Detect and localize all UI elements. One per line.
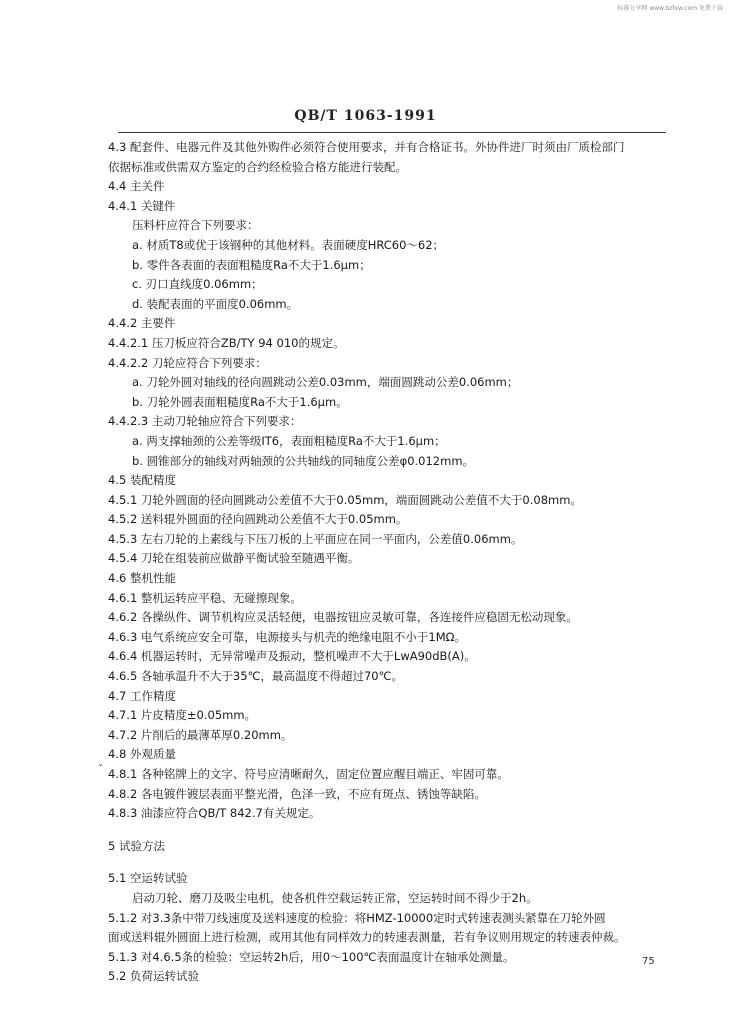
page-header: QB/T 1063-1991 [294, 108, 437, 124]
text-line: 压料杆应符合下列要求： [132, 218, 259, 233]
text-line: 4.4 主关件 [108, 179, 165, 194]
text-line: 4.5.2 送料辊外圆面的径向圆跳动公差值不大于0.05mm。 [108, 512, 408, 527]
text-line: 4.5 装配精度 [108, 473, 176, 488]
text-line: 5.1 空运转试验 [108, 871, 188, 886]
text-line: 4.6 整机性能 [108, 571, 176, 586]
text-line: a. 刀轮外圆对轴线的径向圆跳动公差0.03mm，端面圆跳动公差0.06mm； [132, 375, 519, 390]
text-line: d. 装配表面的平面度0.06mm。 [132, 296, 299, 311]
text-line: a. 材质T8或优于该钢种的其他材料。表面硬度HRC60～62； [132, 237, 445, 252]
text-line: 4.6.5 各轴承温升不大于35℃，最高温度不得超过70℃。 [108, 669, 404, 684]
text-line: b. 刀轮外圆表面粗糙度Ra不大于1.6μm。 [132, 394, 348, 409]
header-rule [118, 132, 666, 133]
text-line: 4.4.1 关键件 [108, 198, 176, 213]
text-line: 4.5.3 左右刀轮的上素线与下压刀板的上平面应在同一平面内，公差值0.06mm。 [108, 531, 523, 546]
text-line: 4.5.4 刀轮在组装前应做静平衡试验至随遇平衡。 [108, 551, 360, 566]
text-line: 4.5.1 刀轮外圆面的径向圆跳动公差值不大于0.05mm，端面圆跳动公差值不大于0.08mm。 [108, 492, 582, 507]
text-line: 面或送料辊外圆面上进行检测，或用其他有同样效力的转速表测量，若有争议则用规定的转速表仲裁。 [108, 930, 626, 945]
text-line: 5 试验方法 [108, 838, 165, 853]
text-line: 5.1.2 对3.3条中带刀线速度及送料速度的检验：将HMZ-10000定时式转速表测头紧靠在刀轮外圆 [108, 910, 606, 925]
text-line: 5.1.3 对4.6.5条的检验：空运转2h后，用0～100℃表面温度计在轴承处测量。 [108, 949, 515, 964]
text-line: 依据标准或供需双方鉴定的合约经检验合格方能进行装配。 [108, 159, 407, 174]
text-line: 4.6.1 整机运转应平稳、无碰擦现象。 [108, 590, 302, 605]
text-line: c. 刃口直线度0.06mm； [132, 277, 263, 292]
text-line: 4.6.3 电气系统应安全可靠，电源接头与机壳的绝缘电阻不小于1MΩ。 [108, 629, 466, 644]
text-line: 4.8 外观质量 [108, 747, 176, 762]
text-line: 4.7.1 片皮精度±0.05mm。 [108, 708, 257, 723]
text-line: b. 圆锥部分的轴线对两轴颈的公共轴线的同轴度公差φ0.012mm。 [132, 453, 475, 468]
text-line: 4.3 配套件、电器元件及其他外购件必须符合使用要求，并有合格证书。外协件进厂时须由厂质检部门 [108, 140, 625, 154]
text-line: 4.8.1 各种铭牌上的文字、符号应清晰耐久，固定位置应醒目端正、牢固可靠。 [108, 767, 509, 781]
text-line: 4.8.2 各电镀件镀层表面平整光滑，色泽一致，不应有斑点、锈蚀等缺陷。 [108, 786, 486, 801]
text-line: 4.6.4 机器运转时，无异常噪声及振动，整机噪声不大于LwA90dB(A)。 [108, 649, 476, 664]
text-line: 4.4.2 主要件 [108, 316, 176, 331]
text-line: 4.8.3 油漆应符合QB/T 842.7有关规定。 [108, 806, 321, 821]
text-line: 4.4.2.1 压刀板应符合ZB/TY 94 010的规定。 [108, 335, 345, 350]
text-line: 启动刀轮、磨刀及吸尘电机，使各机件空载运转正常，空运转时间不得少于2h。 [132, 890, 538, 905]
text-line: 4.7.2 片削后的最薄革厚0.20mm。 [108, 727, 293, 742]
text-line: a. 两支撑轴颈的公差等级IT6，表面粗糙度Ra不大于1.6μm； [132, 433, 446, 448]
text-line: b. 零件各表面的表面粗糙度Ra不大于1.6μm； [132, 257, 371, 272]
watermark: 标准分享网 www.bzfxw.com 免费下载 [617, 5, 723, 12]
text-line: 4.6.2 各操纵件、调节机构应灵活轻便，电器按钮应灵敏可靠，各连接件应稳固无松动现象。 [108, 610, 578, 625]
text-line: 4.7 工作精度 [108, 688, 176, 703]
text-line: 4.4.2.3 主动刀轮轴应符合下列要求： [108, 414, 302, 429]
page-number: 75 [642, 956, 655, 967]
text-line: 5.2 负荷运转试验 [108, 969, 199, 984]
text-line: 4.4.2.2 刀轮应符合下列要求： [108, 355, 267, 370]
document-body [108, 138, 684, 987]
margin-mark: ˇ [98, 764, 103, 775]
